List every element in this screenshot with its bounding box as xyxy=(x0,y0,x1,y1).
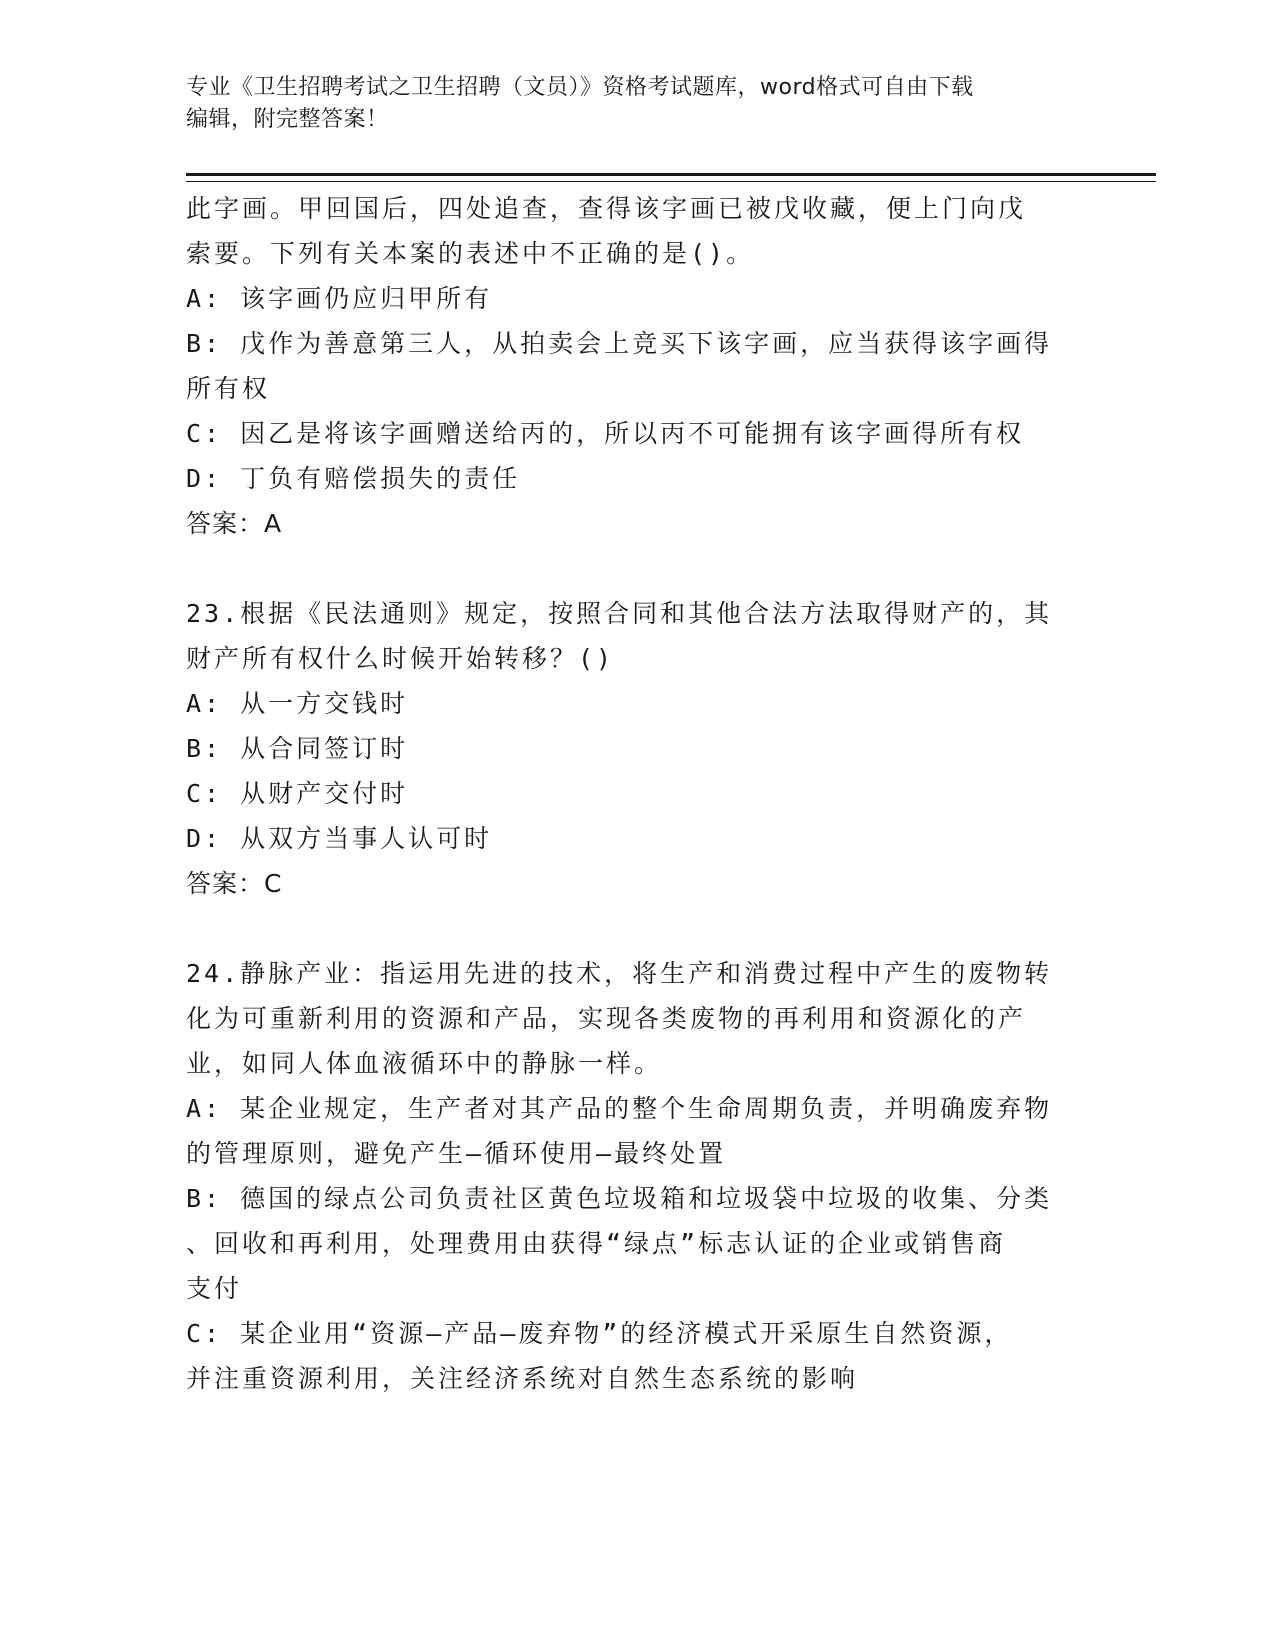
question-23 xyxy=(186,591,1086,906)
option-b-continued: 支付 xyxy=(186,1274,243,1303)
question-stem-line: 23.根据《民法通则》规定，按照合同和其他合法方法取得财产的，其 xyxy=(186,599,1053,628)
question-stem-line: 业，如同人体血液循环中的静脉一样。 xyxy=(186,1049,663,1078)
option-c: C: 因乙是将该字画赠送给丙的，所以丙不可能拥有该字画得所有权 xyxy=(186,419,1025,448)
question-stem-line: 24.静脉产业：指运用先进的技术，将生产和消费过程中产生的废物转 xyxy=(186,959,1053,988)
option-c: C: 从财产交付时 xyxy=(186,779,409,808)
option-a: A: 某企业规定，生产者对其产品的整个生命周期负责，并明确废弃物 xyxy=(186,1094,1053,1123)
option-a-continued: 的管理原则，避免产生—循环使用—最终处置 xyxy=(186,1139,727,1168)
question-stem-line: 索要。下列有关本案的表述中不正确的是()。 xyxy=(186,239,755,268)
spacer xyxy=(186,546,1086,591)
option-c-continued: 并注重资源利用，关注经济系统对自然生态系统的影响 xyxy=(186,1364,859,1393)
option-d: D: 从双方当事人认可时 xyxy=(186,824,493,853)
question-22 xyxy=(186,186,1086,546)
question-content xyxy=(186,186,1086,1401)
option-b: B: 德国的绿点公司负责社区黄色垃圾箱和垃圾袋中垃圾的收集、分类 xyxy=(186,1184,1053,1213)
header-line-1: 专业《卫生招聘考试之卫生招聘（文员）》资格考试题库，word格式可自由下载 xyxy=(186,75,974,100)
answer-line: 答案：C xyxy=(186,869,283,898)
option-c: C: 某企业用“资源—产品—废弃物”的经济模式开采原生自然资源， xyxy=(186,1319,1013,1348)
header-rule-thin xyxy=(186,181,1156,182)
header-rule-thick xyxy=(186,173,1156,176)
option-b: B: 从合同签订时 xyxy=(186,734,409,763)
question-24 xyxy=(186,951,1086,1401)
answer-line: 答案：A xyxy=(186,509,283,538)
option-b: B: 戊作为善意第三人，从拍卖会上竞买下该字画，应当获得该字画得 xyxy=(186,329,1053,358)
question-stem-line: 此字画。甲回国后，四处追查，查得该字画已被戊收藏，便上门向戊 xyxy=(186,194,1027,223)
option-d: D: 丁负有赔偿损失的责任 xyxy=(186,464,521,493)
option-b-continued: 、回收和再利用，处理费用由获得“绿点”标志认证的企业或销售商 xyxy=(186,1229,1007,1258)
header-line-2: 编辑，附完整答案！ xyxy=(186,107,389,132)
spacer xyxy=(186,906,1086,951)
option-a: A: 从一方交钱时 xyxy=(186,689,409,718)
page-header xyxy=(186,72,1066,136)
question-stem-line: 财产所有权什么时候开始转移？() xyxy=(186,644,615,673)
option-b-continued: 所有权 xyxy=(186,374,271,403)
option-a: A: 该字画仍应归甲所有 xyxy=(186,284,493,313)
question-stem-line: 化为可重新利用的资源和产品，实现各类废物的再利用和资源化的产 xyxy=(186,1004,1027,1033)
